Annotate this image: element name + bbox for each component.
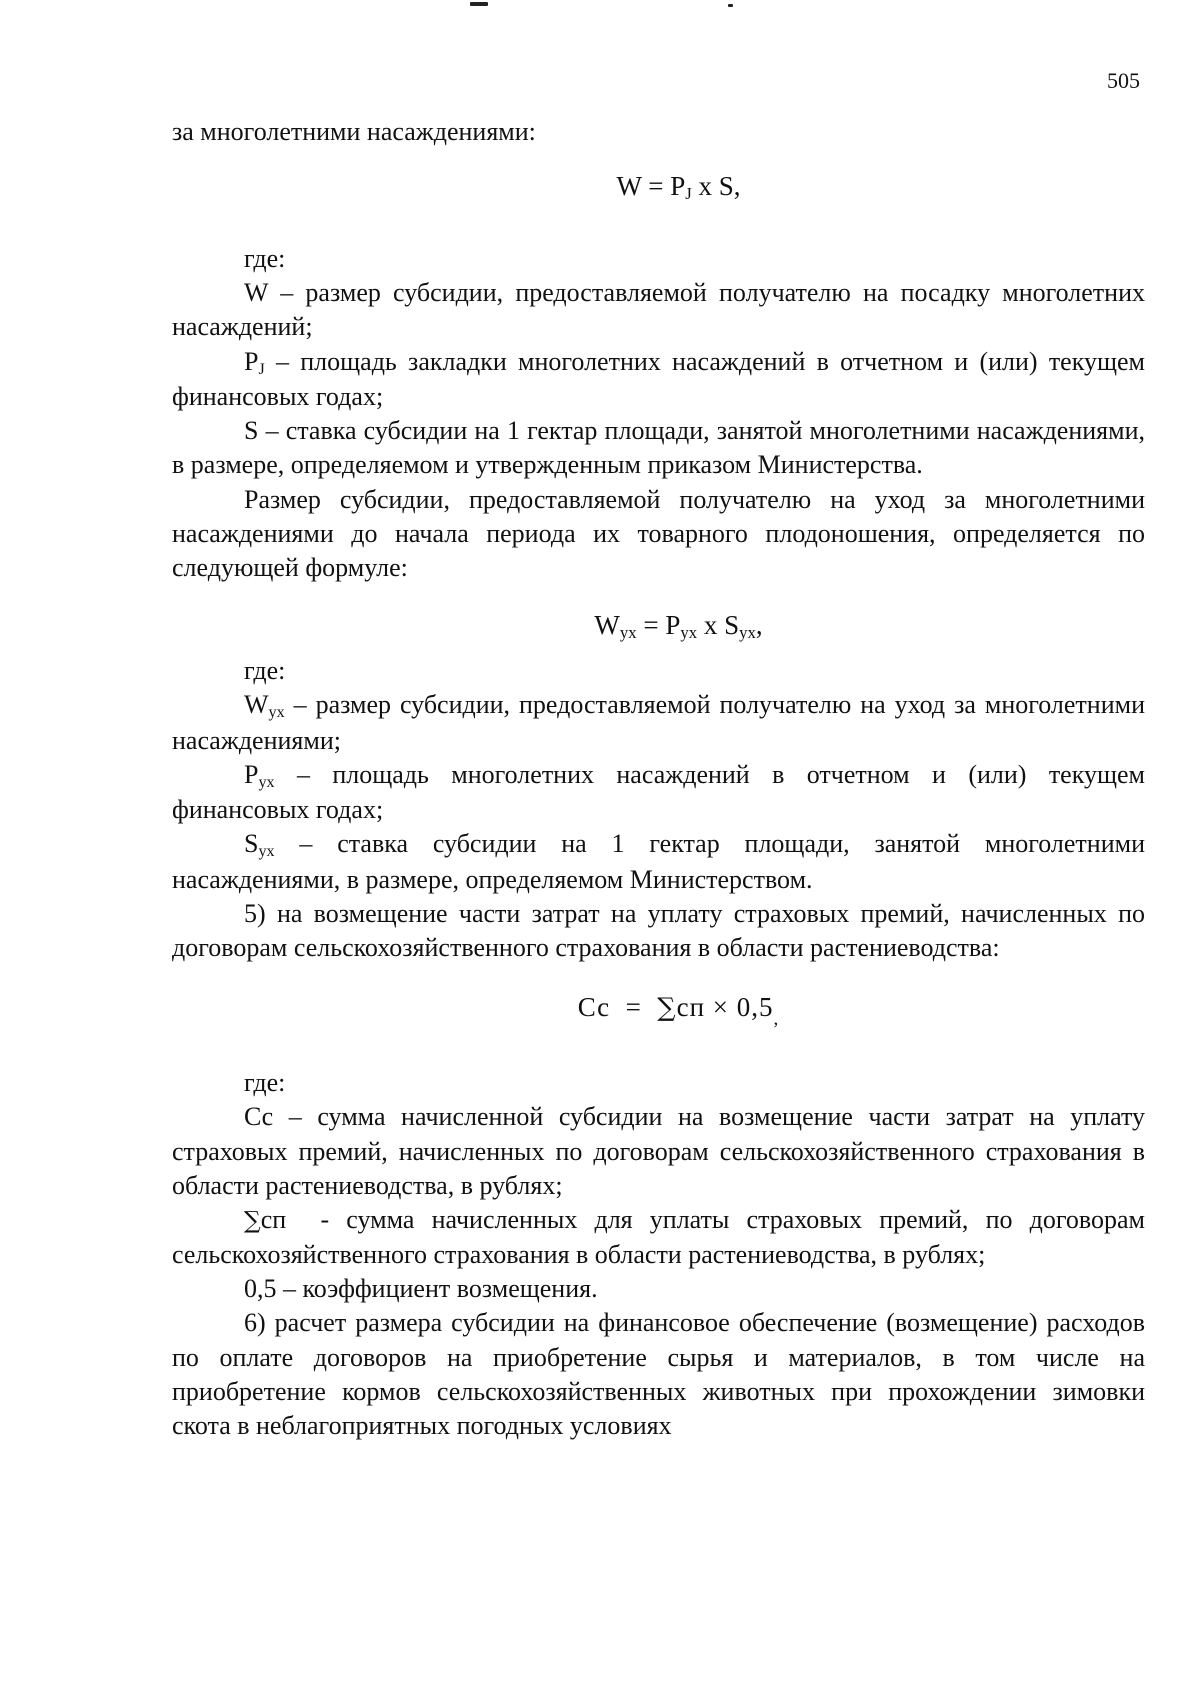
formula-planting: $W = P_J$ x S, <box>616 171 741 204</box>
item-5: 5) на возмещение части затрат на уплату страховых премий, начисленных по договорам сельскохозяйственного страхования в области растениеводства: <box>172 899 1145 963</box>
formula-insurance: Сс = $\sum сп \times 0,5_,$ <box>577 991 780 1030</box>
paragraph-care: Размер субсидии, предоставляемой получателю на уход за многолетними насаждениями до начала периода их товарного плодоношения, определяется по следующей формуле: <box>172 484 1145 583</box>
where-label: где: <box>244 655 286 685</box>
definition-s: S – ставка субсидии на 1 гектар площади, занятой многолетними насаждениями, в размере, определяемом и утвержденным приказом Министерства. <box>172 416 1145 480</box>
definition-coefficient: 0,5 – коэффициент возмещения. <box>244 1274 598 1304</box>
definition-pj: $P_J$ – площадь закладки многолетних насаждений в отчетном и (или) текущем финансовых годах; <box>172 346 1145 411</box>
definition-w-care: $W_{ух}$ – размер субсидии, предоставляемой получателю на уход за многолетними насаждениями; <box>172 690 1145 755</box>
where-label: где: <box>244 1068 286 1098</box>
scan-artifact <box>728 4 733 7</box>
where-label: где: <box>244 243 286 273</box>
definition-sum-sp: ∑сп - сумма начисленных для уплаты страховых премий, по договорам сельскохозяйственного страхования в области растениеводства, в рублях; <box>172 1205 1152 1269</box>
scan-artifact <box>470 2 488 6</box>
definition-cc: Сс – сумма начисленной субсидии на возмещение части затрат на уплату страховых премий, начисленных по договорам сельскохозяйственного страхования в области растениеводства, в рублях; <box>172 1102 1145 1201</box>
page-number: 505 <box>1107 68 1140 93</box>
item-6: 6) расчет размера субсидии на финансовое обеспечение (возмещение) расходов по оплате договоров на приобретение сырья и материалов, в том числе на приобретение кормов сельскохозяйственных животных при прохождении зимовки скота в неблагоприятных погодных условиях <box>172 1308 1145 1441</box>
definition-s-care: $S_{ух}$ – ставка субсидии на 1 гектар площади, занятой многолетними насаждениями, в размере, определяемом Министерством. <box>172 829 1145 894</box>
definition-p-care: $P_{ух}$ – площадь многолетних насаждений в отчетном и (или) текущем финансовых годах; <box>172 759 1145 825</box>
formula-care: $W_{ух} = P_{ух}$ x $S_{ух}$, <box>594 609 763 642</box>
sum-symbol: ∑ <box>657 992 677 1023</box>
sum-symbol: ∑ <box>244 1206 261 1235</box>
document-body <box>172 115 1152 1444</box>
intro-text: за многолетними насаждениями: <box>172 117 536 146</box>
definition-w: W – размер субсидии, предоставляемой получателю на посадку многолетних насаждений; <box>172 277 1145 342</box>
